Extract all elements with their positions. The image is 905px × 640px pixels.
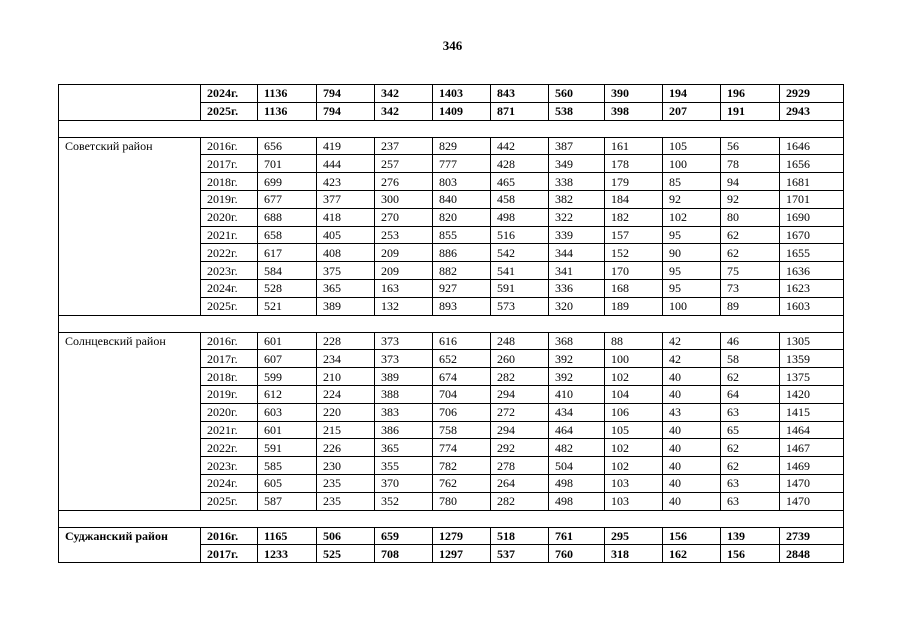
value-cell: 465 xyxy=(491,173,549,191)
spacer-cell xyxy=(59,315,844,332)
value-cell: 389 xyxy=(317,297,375,315)
value-cell: 762 xyxy=(433,474,491,492)
value-cell: 1136 xyxy=(258,85,317,103)
page-number: 346 xyxy=(442,38,463,53)
value-cell: 100 xyxy=(663,297,721,315)
value-cell: 234 xyxy=(317,350,375,368)
value-cell: 2848 xyxy=(780,545,844,563)
value-cell: 855 xyxy=(433,226,491,244)
value-cell: 42 xyxy=(663,332,721,350)
value-cell: 373 xyxy=(375,350,433,368)
value-cell: 587 xyxy=(258,492,317,510)
value-cell: 893 xyxy=(433,297,491,315)
value-cell: 189 xyxy=(605,297,663,315)
value-cell: 179 xyxy=(605,173,663,191)
value-cell: 599 xyxy=(258,368,317,386)
value-cell: 794 xyxy=(317,102,375,120)
value-cell: 248 xyxy=(491,332,549,350)
value-cell: 782 xyxy=(433,457,491,475)
value-cell: 1375 xyxy=(780,368,844,386)
value-cell: 100 xyxy=(605,350,663,368)
value-cell: 196 xyxy=(721,85,780,103)
year-cell: 2017г. xyxy=(201,350,258,368)
value-cell: 2943 xyxy=(780,102,844,120)
value-cell: 591 xyxy=(491,279,549,297)
value-cell: 780 xyxy=(433,492,491,510)
value-cell: 688 xyxy=(258,208,317,226)
value-cell: 63 xyxy=(721,403,780,421)
value-cell: 504 xyxy=(549,457,605,475)
value-cell: 418 xyxy=(317,208,375,226)
value-cell: 56 xyxy=(721,137,780,155)
value-cell: 603 xyxy=(258,403,317,421)
value-cell: 871 xyxy=(491,102,549,120)
spacer-row xyxy=(59,315,844,332)
value-cell: 78 xyxy=(721,155,780,173)
value-cell: 63 xyxy=(721,474,780,492)
value-cell: 774 xyxy=(433,439,491,457)
value-cell: 95 xyxy=(663,262,721,280)
value-cell: 341 xyxy=(549,262,605,280)
value-cell: 1297 xyxy=(433,545,491,563)
table-row xyxy=(59,332,844,350)
value-cell: 760 xyxy=(549,545,605,563)
value-cell: 157 xyxy=(605,226,663,244)
value-cell: 40 xyxy=(663,385,721,403)
value-cell: 237 xyxy=(375,137,433,155)
value-cell: 355 xyxy=(375,457,433,475)
district-name-cell xyxy=(59,85,201,121)
value-cell: 292 xyxy=(491,439,549,457)
value-cell: 498 xyxy=(549,492,605,510)
value-cell: 1165 xyxy=(258,527,317,545)
year-cell: 2019г. xyxy=(201,190,258,208)
value-cell: 541 xyxy=(491,262,549,280)
value-cell: 373 xyxy=(375,332,433,350)
value-cell: 1646 xyxy=(780,137,844,155)
value-cell: 349 xyxy=(549,155,605,173)
value-cell: 209 xyxy=(375,262,433,280)
value-cell: 62 xyxy=(721,368,780,386)
value-cell: 156 xyxy=(663,527,721,545)
value-cell: 1655 xyxy=(780,244,844,262)
table-body xyxy=(59,85,844,563)
spacer-row xyxy=(59,510,844,527)
value-cell: 220 xyxy=(317,403,375,421)
year-cell: 2016г. xyxy=(201,332,258,350)
year-cell: 2020г. xyxy=(201,403,258,421)
value-cell: 162 xyxy=(663,545,721,563)
value-cell: 1233 xyxy=(258,545,317,563)
value-cell: 65 xyxy=(721,421,780,439)
value-cell: 342 xyxy=(375,102,433,120)
value-cell: 1603 xyxy=(780,297,844,315)
year-cell: 2019г. xyxy=(201,385,258,403)
value-cell: 102 xyxy=(605,457,663,475)
value-cell: 658 xyxy=(258,226,317,244)
value-cell: 538 xyxy=(549,102,605,120)
value-cell: 182 xyxy=(605,208,663,226)
value-cell: 560 xyxy=(549,85,605,103)
value-cell: 386 xyxy=(375,421,433,439)
value-cell: 282 xyxy=(491,492,549,510)
value-cell: 434 xyxy=(549,403,605,421)
value-cell: 1467 xyxy=(780,439,844,457)
value-cell: 1136 xyxy=(258,102,317,120)
value-cell: 152 xyxy=(605,244,663,262)
value-cell: 62 xyxy=(721,244,780,262)
statistics-table xyxy=(58,84,844,563)
value-cell: 537 xyxy=(491,545,549,563)
value-cell: 260 xyxy=(491,350,549,368)
value-cell: 428 xyxy=(491,155,549,173)
value-cell: 656 xyxy=(258,137,317,155)
value-cell: 365 xyxy=(375,439,433,457)
value-cell: 156 xyxy=(721,545,780,563)
value-cell: 927 xyxy=(433,279,491,297)
value-cell: 294 xyxy=(491,385,549,403)
year-cell: 2022г. xyxy=(201,244,258,262)
year-cell: 2025г. xyxy=(201,492,258,510)
value-cell: 829 xyxy=(433,137,491,155)
value-cell: 278 xyxy=(491,457,549,475)
value-cell: 601 xyxy=(258,332,317,350)
value-cell: 92 xyxy=(721,190,780,208)
year-cell: 2024г. xyxy=(201,85,258,103)
value-cell: 1415 xyxy=(780,403,844,421)
value-cell: 1470 xyxy=(780,474,844,492)
value-cell: 75 xyxy=(721,262,780,280)
spacer-row xyxy=(59,120,844,137)
value-cell: 257 xyxy=(375,155,433,173)
value-cell: 207 xyxy=(663,102,721,120)
value-cell: 442 xyxy=(491,137,549,155)
value-cell: 382 xyxy=(549,190,605,208)
value-cell: 392 xyxy=(549,350,605,368)
value-cell: 215 xyxy=(317,421,375,439)
value-cell: 105 xyxy=(605,421,663,439)
value-cell: 40 xyxy=(663,421,721,439)
value-cell: 398 xyxy=(605,102,663,120)
value-cell: 820 xyxy=(433,208,491,226)
value-cell: 352 xyxy=(375,492,433,510)
value-cell: 1305 xyxy=(780,332,844,350)
value-cell: 40 xyxy=(663,457,721,475)
value-cell: 882 xyxy=(433,262,491,280)
value-cell: 322 xyxy=(549,208,605,226)
value-cell: 1701 xyxy=(780,190,844,208)
value-cell: 542 xyxy=(491,244,549,262)
value-cell: 674 xyxy=(433,368,491,386)
value-cell: 1469 xyxy=(780,457,844,475)
value-cell: 777 xyxy=(433,155,491,173)
value-cell: 94 xyxy=(721,173,780,191)
value-cell: 184 xyxy=(605,190,663,208)
value-cell: 294 xyxy=(491,421,549,439)
value-cell: 886 xyxy=(433,244,491,262)
value-cell: 320 xyxy=(549,297,605,315)
value-cell: 73 xyxy=(721,279,780,297)
value-cell: 270 xyxy=(375,208,433,226)
year-cell: 2023г. xyxy=(201,262,258,280)
value-cell: 518 xyxy=(491,527,549,545)
table-row xyxy=(59,137,844,155)
value-cell: 2929 xyxy=(780,85,844,103)
value-cell: 132 xyxy=(375,297,433,315)
district-name-cell: Советский район xyxy=(59,137,201,315)
value-cell: 43 xyxy=(663,403,721,421)
value-cell: 102 xyxy=(663,208,721,226)
value-cell: 1623 xyxy=(780,279,844,297)
value-cell: 1359 xyxy=(780,350,844,368)
value-cell: 1670 xyxy=(780,226,844,244)
value-cell: 516 xyxy=(491,226,549,244)
value-cell: 106 xyxy=(605,403,663,421)
value-cell: 235 xyxy=(317,492,375,510)
value-cell: 342 xyxy=(375,85,433,103)
value-cell: 102 xyxy=(605,439,663,457)
value-cell: 63 xyxy=(721,492,780,510)
value-cell: 264 xyxy=(491,474,549,492)
year-cell: 2018г. xyxy=(201,368,258,386)
value-cell: 40 xyxy=(663,439,721,457)
value-cell: 40 xyxy=(663,368,721,386)
value-cell: 464 xyxy=(549,421,605,439)
value-cell: 704 xyxy=(433,385,491,403)
value-cell: 64 xyxy=(721,385,780,403)
value-cell: 758 xyxy=(433,421,491,439)
year-cell: 2021г. xyxy=(201,226,258,244)
value-cell: 1409 xyxy=(433,102,491,120)
value-cell: 224 xyxy=(317,385,375,403)
value-cell: 226 xyxy=(317,439,375,457)
value-cell: 392 xyxy=(549,368,605,386)
value-cell: 40 xyxy=(663,474,721,492)
value-cell: 803 xyxy=(433,173,491,191)
value-cell: 338 xyxy=(549,173,605,191)
value-cell: 318 xyxy=(605,545,663,563)
value-cell: 95 xyxy=(663,279,721,297)
value-cell: 1656 xyxy=(780,155,844,173)
value-cell: 843 xyxy=(491,85,549,103)
year-cell: 2024г. xyxy=(201,279,258,297)
value-cell: 419 xyxy=(317,137,375,155)
value-cell: 2739 xyxy=(780,527,844,545)
value-cell: 1690 xyxy=(780,208,844,226)
value-cell: 387 xyxy=(549,137,605,155)
value-cell: 659 xyxy=(375,527,433,545)
year-cell: 2022г. xyxy=(201,439,258,457)
value-cell: 163 xyxy=(375,279,433,297)
value-cell: 458 xyxy=(491,190,549,208)
value-cell: 525 xyxy=(317,545,375,563)
value-cell: 103 xyxy=(605,492,663,510)
value-cell: 1403 xyxy=(433,85,491,103)
value-cell: 498 xyxy=(549,474,605,492)
value-cell: 706 xyxy=(433,403,491,421)
value-cell: 405 xyxy=(317,226,375,244)
value-cell: 62 xyxy=(721,226,780,244)
value-cell: 601 xyxy=(258,421,317,439)
value-cell: 607 xyxy=(258,350,317,368)
year-cell: 2016г. xyxy=(201,137,258,155)
value-cell: 370 xyxy=(375,474,433,492)
value-cell: 368 xyxy=(549,332,605,350)
value-cell: 699 xyxy=(258,173,317,191)
spacer-cell xyxy=(59,510,844,527)
value-cell: 1636 xyxy=(780,262,844,280)
value-cell: 677 xyxy=(258,190,317,208)
value-cell: 104 xyxy=(605,385,663,403)
value-cell: 272 xyxy=(491,403,549,421)
value-cell: 612 xyxy=(258,385,317,403)
value-cell: 85 xyxy=(663,173,721,191)
value-cell: 161 xyxy=(605,137,663,155)
value-cell: 383 xyxy=(375,403,433,421)
value-cell: 282 xyxy=(491,368,549,386)
value-cell: 228 xyxy=(317,332,375,350)
value-cell: 230 xyxy=(317,457,375,475)
value-cell: 521 xyxy=(258,297,317,315)
value-cell: 1420 xyxy=(780,385,844,403)
value-cell: 89 xyxy=(721,297,780,315)
value-cell: 585 xyxy=(258,457,317,475)
district-name-cell: Суджанский район xyxy=(59,527,201,563)
value-cell: 410 xyxy=(549,385,605,403)
value-cell: 276 xyxy=(375,173,433,191)
value-cell: 46 xyxy=(721,332,780,350)
spacer-cell xyxy=(59,120,844,137)
year-cell: 2017г. xyxy=(201,155,258,173)
table-row xyxy=(59,527,844,545)
value-cell: 1279 xyxy=(433,527,491,545)
value-cell: 168 xyxy=(605,279,663,297)
value-cell: 253 xyxy=(375,226,433,244)
value-cell: 300 xyxy=(375,190,433,208)
value-cell: 235 xyxy=(317,474,375,492)
value-cell: 139 xyxy=(721,527,780,545)
year-cell: 2016г. xyxy=(201,527,258,545)
year-cell: 2021г. xyxy=(201,421,258,439)
value-cell: 605 xyxy=(258,474,317,492)
value-cell: 616 xyxy=(433,332,491,350)
value-cell: 88 xyxy=(605,332,663,350)
value-cell: 506 xyxy=(317,527,375,545)
value-cell: 390 xyxy=(605,85,663,103)
value-cell: 617 xyxy=(258,244,317,262)
value-cell: 42 xyxy=(663,350,721,368)
value-cell: 794 xyxy=(317,85,375,103)
value-cell: 178 xyxy=(605,155,663,173)
value-cell: 761 xyxy=(549,527,605,545)
year-cell: 2025г. xyxy=(201,102,258,120)
value-cell: 344 xyxy=(549,244,605,262)
value-cell: 58 xyxy=(721,350,780,368)
year-cell: 2025г. xyxy=(201,297,258,315)
value-cell: 1470 xyxy=(780,492,844,510)
value-cell: 389 xyxy=(375,368,433,386)
value-cell: 102 xyxy=(605,368,663,386)
value-cell: 482 xyxy=(549,439,605,457)
value-cell: 365 xyxy=(317,279,375,297)
value-cell: 1464 xyxy=(780,421,844,439)
value-cell: 210 xyxy=(317,368,375,386)
value-cell: 528 xyxy=(258,279,317,297)
year-cell: 2017г. xyxy=(201,545,258,563)
value-cell: 339 xyxy=(549,226,605,244)
value-cell: 377 xyxy=(317,190,375,208)
value-cell: 591 xyxy=(258,439,317,457)
value-cell: 62 xyxy=(721,439,780,457)
year-cell: 2020г. xyxy=(201,208,258,226)
value-cell: 103 xyxy=(605,474,663,492)
value-cell: 194 xyxy=(663,85,721,103)
value-cell: 170 xyxy=(605,262,663,280)
value-cell: 80 xyxy=(721,208,780,226)
district-name-cell: Солнцевский район xyxy=(59,332,201,510)
value-cell: 388 xyxy=(375,385,433,403)
value-cell: 95 xyxy=(663,226,721,244)
table-row xyxy=(59,85,844,103)
value-cell: 498 xyxy=(491,208,549,226)
value-cell: 375 xyxy=(317,262,375,280)
value-cell: 708 xyxy=(375,545,433,563)
value-cell: 40 xyxy=(663,492,721,510)
value-cell: 100 xyxy=(663,155,721,173)
value-cell: 652 xyxy=(433,350,491,368)
year-cell: 2024г. xyxy=(201,474,258,492)
value-cell: 1681 xyxy=(780,173,844,191)
value-cell: 295 xyxy=(605,527,663,545)
value-cell: 191 xyxy=(721,102,780,120)
value-cell: 444 xyxy=(317,155,375,173)
value-cell: 584 xyxy=(258,262,317,280)
year-cell: 2018г. xyxy=(201,173,258,191)
value-cell: 90 xyxy=(663,244,721,262)
value-cell: 92 xyxy=(663,190,721,208)
year-cell: 2023г. xyxy=(201,457,258,475)
value-cell: 701 xyxy=(258,155,317,173)
value-cell: 408 xyxy=(317,244,375,262)
value-cell: 105 xyxy=(663,137,721,155)
value-cell: 62 xyxy=(721,457,780,475)
value-cell: 423 xyxy=(317,173,375,191)
value-cell: 336 xyxy=(549,279,605,297)
value-cell: 209 xyxy=(375,244,433,262)
value-cell: 573 xyxy=(491,297,549,315)
value-cell: 840 xyxy=(433,190,491,208)
